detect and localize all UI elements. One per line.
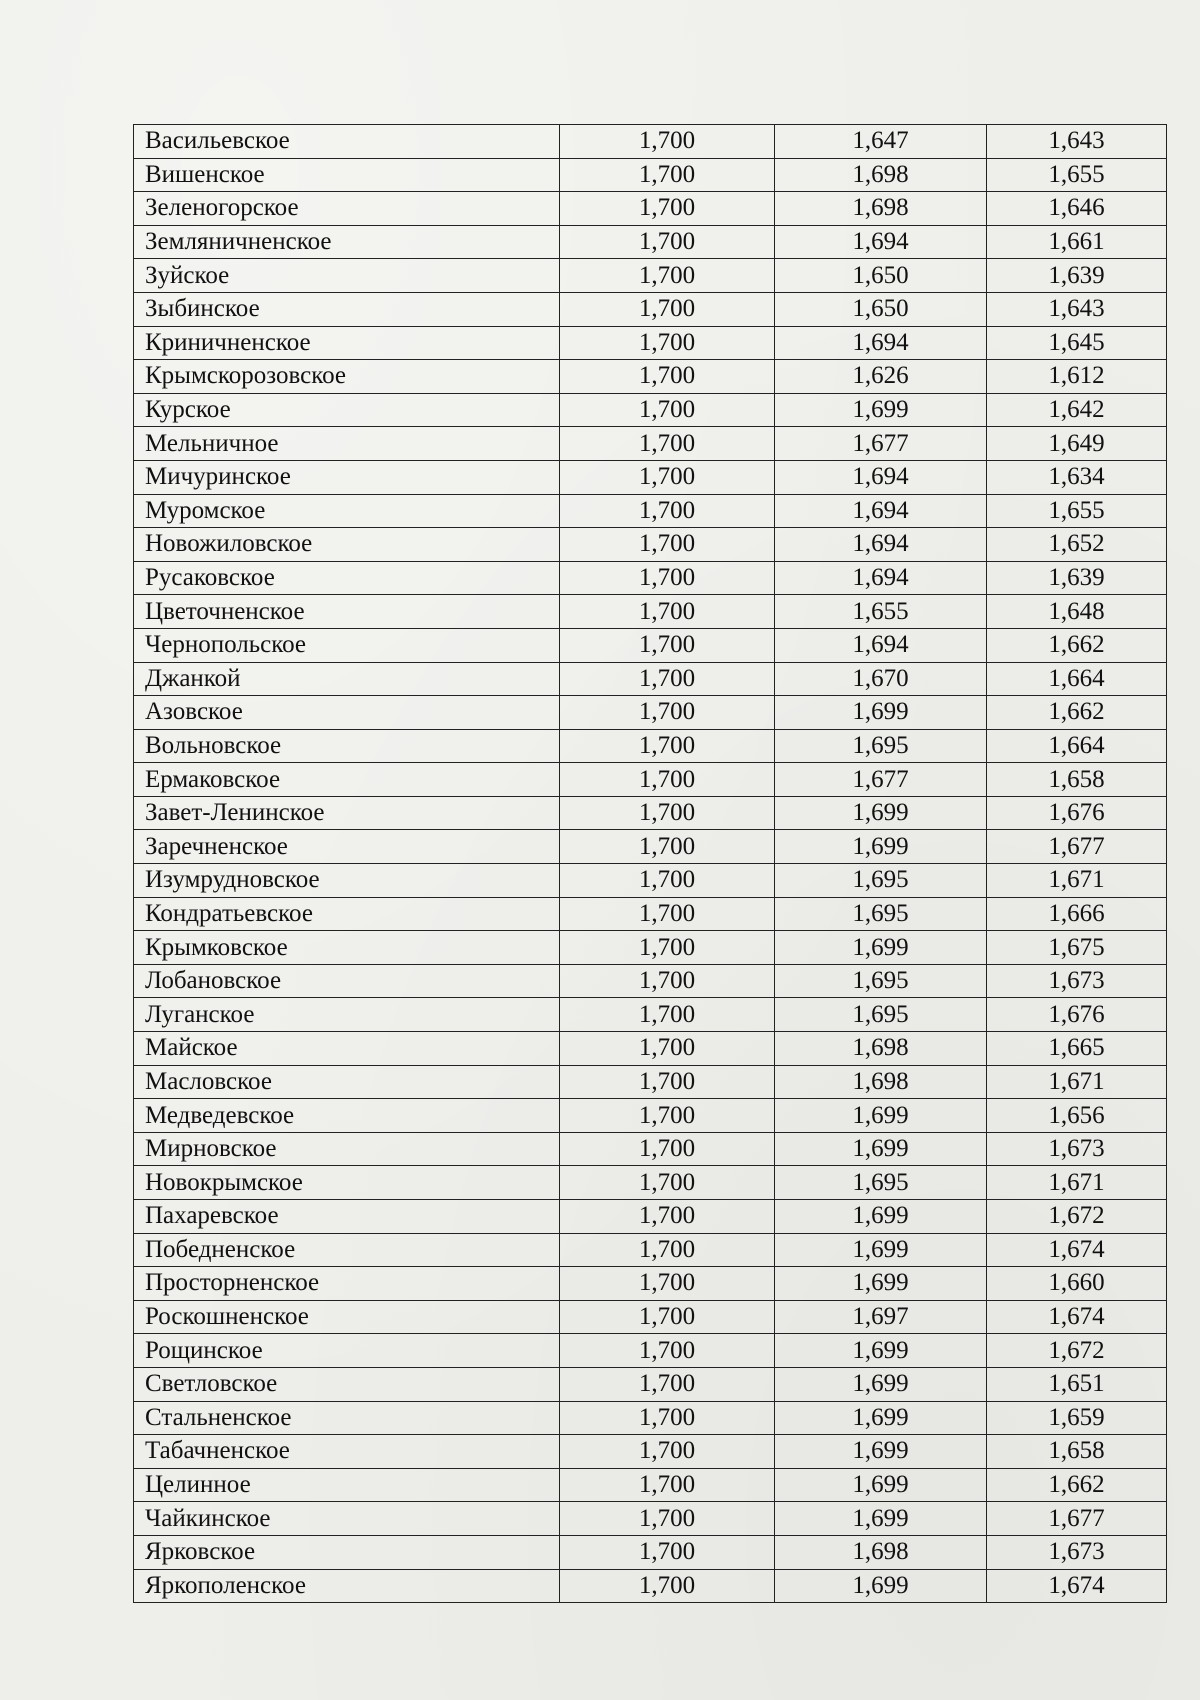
settlement-name-cell: Васильевское <box>134 125 560 159</box>
table-row <box>134 662 1167 696</box>
settlement-name-cell: Зуйское <box>134 259 560 293</box>
value-cell-3: 1,665 <box>987 1032 1167 1066</box>
value-cell-3: 1,672 <box>987 1200 1167 1234</box>
table-row <box>134 225 1167 259</box>
value-cell-3: 1,664 <box>987 662 1167 696</box>
value-cell-2: 1,698 <box>775 158 987 192</box>
value-cell-1: 1,700 <box>560 628 775 662</box>
value-cell-1: 1,700 <box>560 1132 775 1166</box>
table-row <box>134 595 1167 629</box>
settlement-name-cell: Мирновское <box>134 1132 560 1166</box>
value-cell-3: 1,674 <box>987 1569 1167 1603</box>
value-cell-3: 1,662 <box>987 696 1167 730</box>
value-cell-1: 1,700 <box>560 561 775 595</box>
settlement-name-cell: Медведевское <box>134 1099 560 1133</box>
table-row <box>134 729 1167 763</box>
value-cell-2: 1,699 <box>775 696 987 730</box>
table-row <box>134 1300 1167 1334</box>
table-row <box>134 998 1167 1032</box>
table-row <box>134 561 1167 595</box>
value-cell-3: 1,634 <box>987 460 1167 494</box>
value-cell-3: 1,664 <box>987 729 1167 763</box>
value-cell-3: 1,673 <box>987 1535 1167 1569</box>
value-cell-1: 1,700 <box>560 1300 775 1334</box>
settlement-name-cell: Крымскорозовское <box>134 360 560 394</box>
settlement-name-cell: Табачненское <box>134 1435 560 1469</box>
table-row <box>134 897 1167 931</box>
value-cell-3: 1,671 <box>987 1065 1167 1099</box>
value-cell-1: 1,700 <box>560 1099 775 1133</box>
settlement-name-cell: Светловское <box>134 1367 560 1401</box>
table-row <box>134 1435 1167 1469</box>
table-row <box>134 494 1167 528</box>
value-cell-1: 1,700 <box>560 460 775 494</box>
value-cell-2: 1,699 <box>775 1468 987 1502</box>
value-cell-1: 1,700 <box>560 1502 775 1536</box>
value-cell-2: 1,699 <box>775 1099 987 1133</box>
value-cell-1: 1,700 <box>560 360 775 394</box>
value-cell-1: 1,700 <box>560 1334 775 1368</box>
value-cell-2: 1,698 <box>775 1032 987 1066</box>
value-cell-3: 1,676 <box>987 998 1167 1032</box>
value-cell-2: 1,699 <box>775 1267 987 1301</box>
value-cell-2: 1,655 <box>775 595 987 629</box>
table-row <box>134 528 1167 562</box>
value-cell-1: 1,700 <box>560 864 775 898</box>
value-cell-1: 1,700 <box>560 393 775 427</box>
table-row <box>134 796 1167 830</box>
value-cell-2: 1,650 <box>775 259 987 293</box>
table-row <box>134 326 1167 360</box>
value-cell-2: 1,699 <box>775 796 987 830</box>
value-cell-1: 1,700 <box>560 1233 775 1267</box>
value-cell-1: 1,700 <box>560 763 775 797</box>
settlement-name-cell: Просторненское <box>134 1267 560 1301</box>
settlement-name-cell: Земляничненское <box>134 225 560 259</box>
value-cell-2: 1,694 <box>775 326 987 360</box>
value-cell-3: 1,675 <box>987 931 1167 965</box>
settlement-name-cell: Вишенское <box>134 158 560 192</box>
value-cell-3: 1,674 <box>987 1233 1167 1267</box>
value-cell-2: 1,699 <box>775 1502 987 1536</box>
settlement-name-cell: Чайкинское <box>134 1502 560 1536</box>
value-cell-2: 1,695 <box>775 998 987 1032</box>
settlement-name-cell: Вольновское <box>134 729 560 763</box>
settlement-name-cell: Яркополенское <box>134 1569 560 1603</box>
value-cell-2: 1,650 <box>775 292 987 326</box>
settlement-name-cell: Крымковское <box>134 931 560 965</box>
settlement-name-cell: Рощинское <box>134 1334 560 1368</box>
value-cell-2: 1,699 <box>775 1233 987 1267</box>
value-cell-2: 1,694 <box>775 225 987 259</box>
value-cell-1: 1,700 <box>560 1401 775 1435</box>
value-cell-2: 1,695 <box>775 1166 987 1200</box>
value-cell-3: 1,645 <box>987 326 1167 360</box>
settlement-name-cell: Майское <box>134 1032 560 1066</box>
value-cell-3: 1,655 <box>987 158 1167 192</box>
settlement-name-cell: Пахаревское <box>134 1200 560 1234</box>
value-cell-2: 1,695 <box>775 729 987 763</box>
settlement-name-cell: Стальненское <box>134 1401 560 1435</box>
settlement-name-cell: Мичуринское <box>134 460 560 494</box>
value-cell-3: 1,672 <box>987 1334 1167 1368</box>
settlement-name-cell: Мельничное <box>134 427 560 461</box>
table-row <box>134 1132 1167 1166</box>
value-cell-1: 1,700 <box>560 1367 775 1401</box>
table-row <box>134 1166 1167 1200</box>
table-row <box>134 696 1167 730</box>
settlement-name-cell: Целинное <box>134 1468 560 1502</box>
table-body <box>134 125 1167 1603</box>
value-cell-1: 1,700 <box>560 1166 775 1200</box>
value-cell-3: 1,642 <box>987 393 1167 427</box>
value-cell-1: 1,700 <box>560 292 775 326</box>
value-cell-2: 1,699 <box>775 1401 987 1435</box>
value-cell-1: 1,700 <box>560 931 775 965</box>
value-cell-1: 1,700 <box>560 1468 775 1502</box>
settlement-name-cell: Зеленогорское <box>134 192 560 226</box>
value-cell-3: 1,673 <box>987 1132 1167 1166</box>
value-cell-3: 1,652 <box>987 528 1167 562</box>
value-cell-1: 1,700 <box>560 528 775 562</box>
value-cell-2: 1,698 <box>775 192 987 226</box>
table-row <box>134 931 1167 965</box>
value-cell-3: 1,677 <box>987 1502 1167 1536</box>
value-cell-1: 1,700 <box>560 125 775 159</box>
settlement-name-cell: Криничненское <box>134 326 560 360</box>
value-cell-3: 1,651 <box>987 1367 1167 1401</box>
value-cell-1: 1,700 <box>560 696 775 730</box>
value-cell-2: 1,697 <box>775 1300 987 1334</box>
value-cell-2: 1,699 <box>775 931 987 965</box>
value-cell-2: 1,694 <box>775 460 987 494</box>
value-cell-1: 1,700 <box>560 1200 775 1234</box>
table-row <box>134 259 1167 293</box>
value-cell-3: 1,674 <box>987 1300 1167 1334</box>
value-cell-2: 1,695 <box>775 897 987 931</box>
settlement-name-cell: Роскошненское <box>134 1300 560 1334</box>
value-cell-3: 1,659 <box>987 1401 1167 1435</box>
value-cell-1: 1,700 <box>560 998 775 1032</box>
settlement-name-cell: Джанкой <box>134 662 560 696</box>
table-row <box>134 1535 1167 1569</box>
value-cell-2: 1,694 <box>775 628 987 662</box>
value-cell-1: 1,700 <box>560 595 775 629</box>
value-cell-1: 1,700 <box>560 1569 775 1603</box>
value-cell-1: 1,700 <box>560 225 775 259</box>
value-cell-3: 1,643 <box>987 292 1167 326</box>
table-row <box>134 427 1167 461</box>
value-cell-3: 1,666 <box>987 897 1167 931</box>
value-cell-3: 1,677 <box>987 830 1167 864</box>
settlement-name-cell: Луганское <box>134 998 560 1032</box>
table-row <box>134 1569 1167 1603</box>
value-cell-1: 1,700 <box>560 1032 775 1066</box>
table-row <box>134 292 1167 326</box>
value-cell-2: 1,677 <box>775 763 987 797</box>
table-row <box>134 192 1167 226</box>
value-cell-3: 1,649 <box>987 427 1167 461</box>
value-cell-2: 1,699 <box>775 1200 987 1234</box>
table-row <box>134 864 1167 898</box>
value-cell-3: 1,655 <box>987 494 1167 528</box>
value-cell-3: 1,671 <box>987 1166 1167 1200</box>
value-cell-2: 1,699 <box>775 1569 987 1603</box>
value-cell-2: 1,694 <box>775 494 987 528</box>
settlement-name-cell: Новожиловское <box>134 528 560 562</box>
table-row <box>134 1468 1167 1502</box>
value-cell-2: 1,647 <box>775 125 987 159</box>
value-cell-1: 1,700 <box>560 1435 775 1469</box>
value-cell-2: 1,699 <box>775 1132 987 1166</box>
settlement-name-cell: Масловское <box>134 1065 560 1099</box>
table-row <box>134 628 1167 662</box>
value-cell-3: 1,662 <box>987 1468 1167 1502</box>
settlement-name-cell: Цветочненское <box>134 595 560 629</box>
settlement-name-cell: Победненское <box>134 1233 560 1267</box>
value-cell-1: 1,700 <box>560 830 775 864</box>
table-row <box>134 393 1167 427</box>
settlement-name-cell: Кондратьевское <box>134 897 560 931</box>
value-cell-1: 1,700 <box>560 964 775 998</box>
value-cell-1: 1,700 <box>560 192 775 226</box>
value-cell-3: 1,673 <box>987 964 1167 998</box>
value-cell-2: 1,698 <box>775 1535 987 1569</box>
value-cell-3: 1,658 <box>987 1435 1167 1469</box>
value-cell-3: 1,643 <box>987 125 1167 159</box>
table-row <box>134 1267 1167 1301</box>
table-row <box>134 1099 1167 1133</box>
value-cell-3: 1,658 <box>987 763 1167 797</box>
value-cell-2: 1,699 <box>775 1334 987 1368</box>
settlement-name-cell: Зыбинское <box>134 292 560 326</box>
settlement-name-cell: Муромское <box>134 494 560 528</box>
value-cell-1: 1,700 <box>560 427 775 461</box>
value-cell-2: 1,694 <box>775 528 987 562</box>
settlement-name-cell: Ермаковское <box>134 763 560 797</box>
settlement-name-cell: Чернопольское <box>134 628 560 662</box>
value-cell-2: 1,626 <box>775 360 987 394</box>
table-row <box>134 1367 1167 1401</box>
value-cell-3: 1,662 <box>987 628 1167 662</box>
value-cell-1: 1,700 <box>560 729 775 763</box>
value-cell-2: 1,699 <box>775 393 987 427</box>
settlement-name-cell: Русаковское <box>134 561 560 595</box>
value-cell-1: 1,700 <box>560 158 775 192</box>
value-cell-1: 1,700 <box>560 326 775 360</box>
value-cell-1: 1,700 <box>560 1065 775 1099</box>
value-cell-3: 1,656 <box>987 1099 1167 1133</box>
value-cell-2: 1,677 <box>775 427 987 461</box>
table-row <box>134 1200 1167 1234</box>
value-cell-3: 1,661 <box>987 225 1167 259</box>
value-cell-1: 1,700 <box>560 897 775 931</box>
table-row <box>134 360 1167 394</box>
value-cell-1: 1,700 <box>560 259 775 293</box>
value-cell-3: 1,648 <box>987 595 1167 629</box>
value-cell-2: 1,695 <box>775 964 987 998</box>
settlement-name-cell: Лобановское <box>134 964 560 998</box>
value-cell-1: 1,700 <box>560 1267 775 1301</box>
value-cell-3: 1,639 <box>987 259 1167 293</box>
table-row <box>134 1401 1167 1435</box>
value-cell-1: 1,700 <box>560 1535 775 1569</box>
settlement-name-cell: Новокрымское <box>134 1166 560 1200</box>
table-row <box>134 1032 1167 1066</box>
table-row <box>134 1334 1167 1368</box>
value-cell-1: 1,700 <box>560 662 775 696</box>
value-cell-3: 1,612 <box>987 360 1167 394</box>
value-cell-2: 1,695 <box>775 864 987 898</box>
table-row <box>134 460 1167 494</box>
value-cell-3: 1,660 <box>987 1267 1167 1301</box>
value-cell-3: 1,639 <box>987 561 1167 595</box>
table-row <box>134 1502 1167 1536</box>
value-cell-1: 1,700 <box>560 796 775 830</box>
value-cell-2: 1,699 <box>775 1435 987 1469</box>
table-row <box>134 763 1167 797</box>
value-cell-2: 1,670 <box>775 662 987 696</box>
settlement-name-cell: Курское <box>134 393 560 427</box>
settlement-name-cell: Азовское <box>134 696 560 730</box>
settlement-name-cell: Завет-Ленинское <box>134 796 560 830</box>
value-cell-2: 1,694 <box>775 561 987 595</box>
table-row <box>134 964 1167 998</box>
value-cell-2: 1,698 <box>775 1065 987 1099</box>
table-row <box>134 1233 1167 1267</box>
value-cell-3: 1,646 <box>987 192 1167 226</box>
table-row <box>134 125 1167 159</box>
value-cell-2: 1,699 <box>775 830 987 864</box>
value-cell-3: 1,676 <box>987 796 1167 830</box>
value-cell-1: 1,700 <box>560 494 775 528</box>
settlements-table <box>133 124 1167 1603</box>
table-row <box>134 158 1167 192</box>
value-cell-3: 1,671 <box>987 864 1167 898</box>
table-row <box>134 830 1167 864</box>
settlement-name-cell: Изумрудновское <box>134 864 560 898</box>
table-row <box>134 1065 1167 1099</box>
settlement-name-cell: Ярковское <box>134 1535 560 1569</box>
value-cell-2: 1,699 <box>775 1367 987 1401</box>
settlement-name-cell: Заречненское <box>134 830 560 864</box>
